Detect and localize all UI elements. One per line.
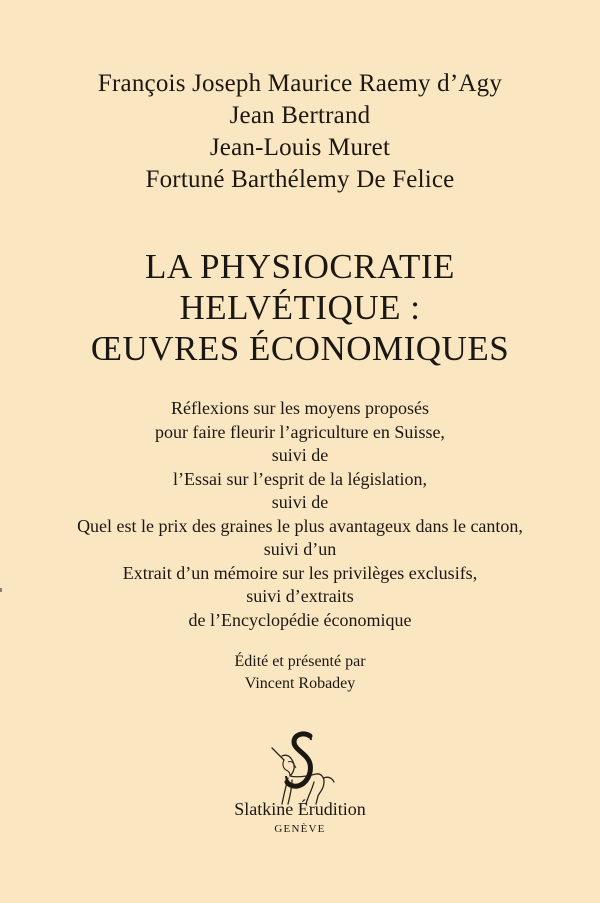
subtitle-line: pour faire fleurir l’agriculture en Suisse, xyxy=(155,421,445,442)
publisher-name: Slatkine Érudition xyxy=(234,799,366,819)
editor-credit xyxy=(0,651,600,695)
subtitle-line: suivi d’un xyxy=(263,539,337,559)
subtitle-line: suivi d’extraits xyxy=(246,586,354,606)
author-name: Jean Bertrand xyxy=(229,102,371,129)
author-name: Jean-Louis Muret xyxy=(209,134,391,161)
subtitle-line: Extrait d’un mémoire sur les privilèges exclusifs, xyxy=(122,562,478,583)
slatkine-unicorn-s-logo-icon xyxy=(258,726,342,808)
editor-label: Édité et présenté par xyxy=(234,653,366,670)
subtitle-block xyxy=(0,397,600,632)
author-name: François Joseph Maurice Raemy d’Agy xyxy=(97,70,503,97)
editor-name: Vincent Robadey xyxy=(244,675,356,692)
subtitle-line: de l’Encyclopédie économique xyxy=(188,609,412,630)
subtitle-line: l’Essai sur l’esprit de la législation, xyxy=(173,468,427,489)
subtitle-line: Réflexions sur les moyens proposés xyxy=(171,398,429,418)
authors-block xyxy=(0,68,600,196)
title-line: ŒUVRES ÉCONOMIQUES xyxy=(90,329,510,368)
edge-mark xyxy=(0,588,2,592)
title-line: HELVÉTIQUE : xyxy=(179,288,421,327)
title-line: LA PHYSIOCRATIE xyxy=(145,247,455,286)
subtitle-line: suivi de xyxy=(271,492,329,512)
author-name: Fortuné Barthélemy De Felice xyxy=(145,166,455,193)
book-title xyxy=(0,246,600,369)
publisher-city: GENÈVE xyxy=(274,823,326,835)
subtitle-line: suivi de xyxy=(271,445,329,465)
subtitle-line: Quel est le prix des graines le plus avantageux dans le canton, xyxy=(77,515,523,536)
